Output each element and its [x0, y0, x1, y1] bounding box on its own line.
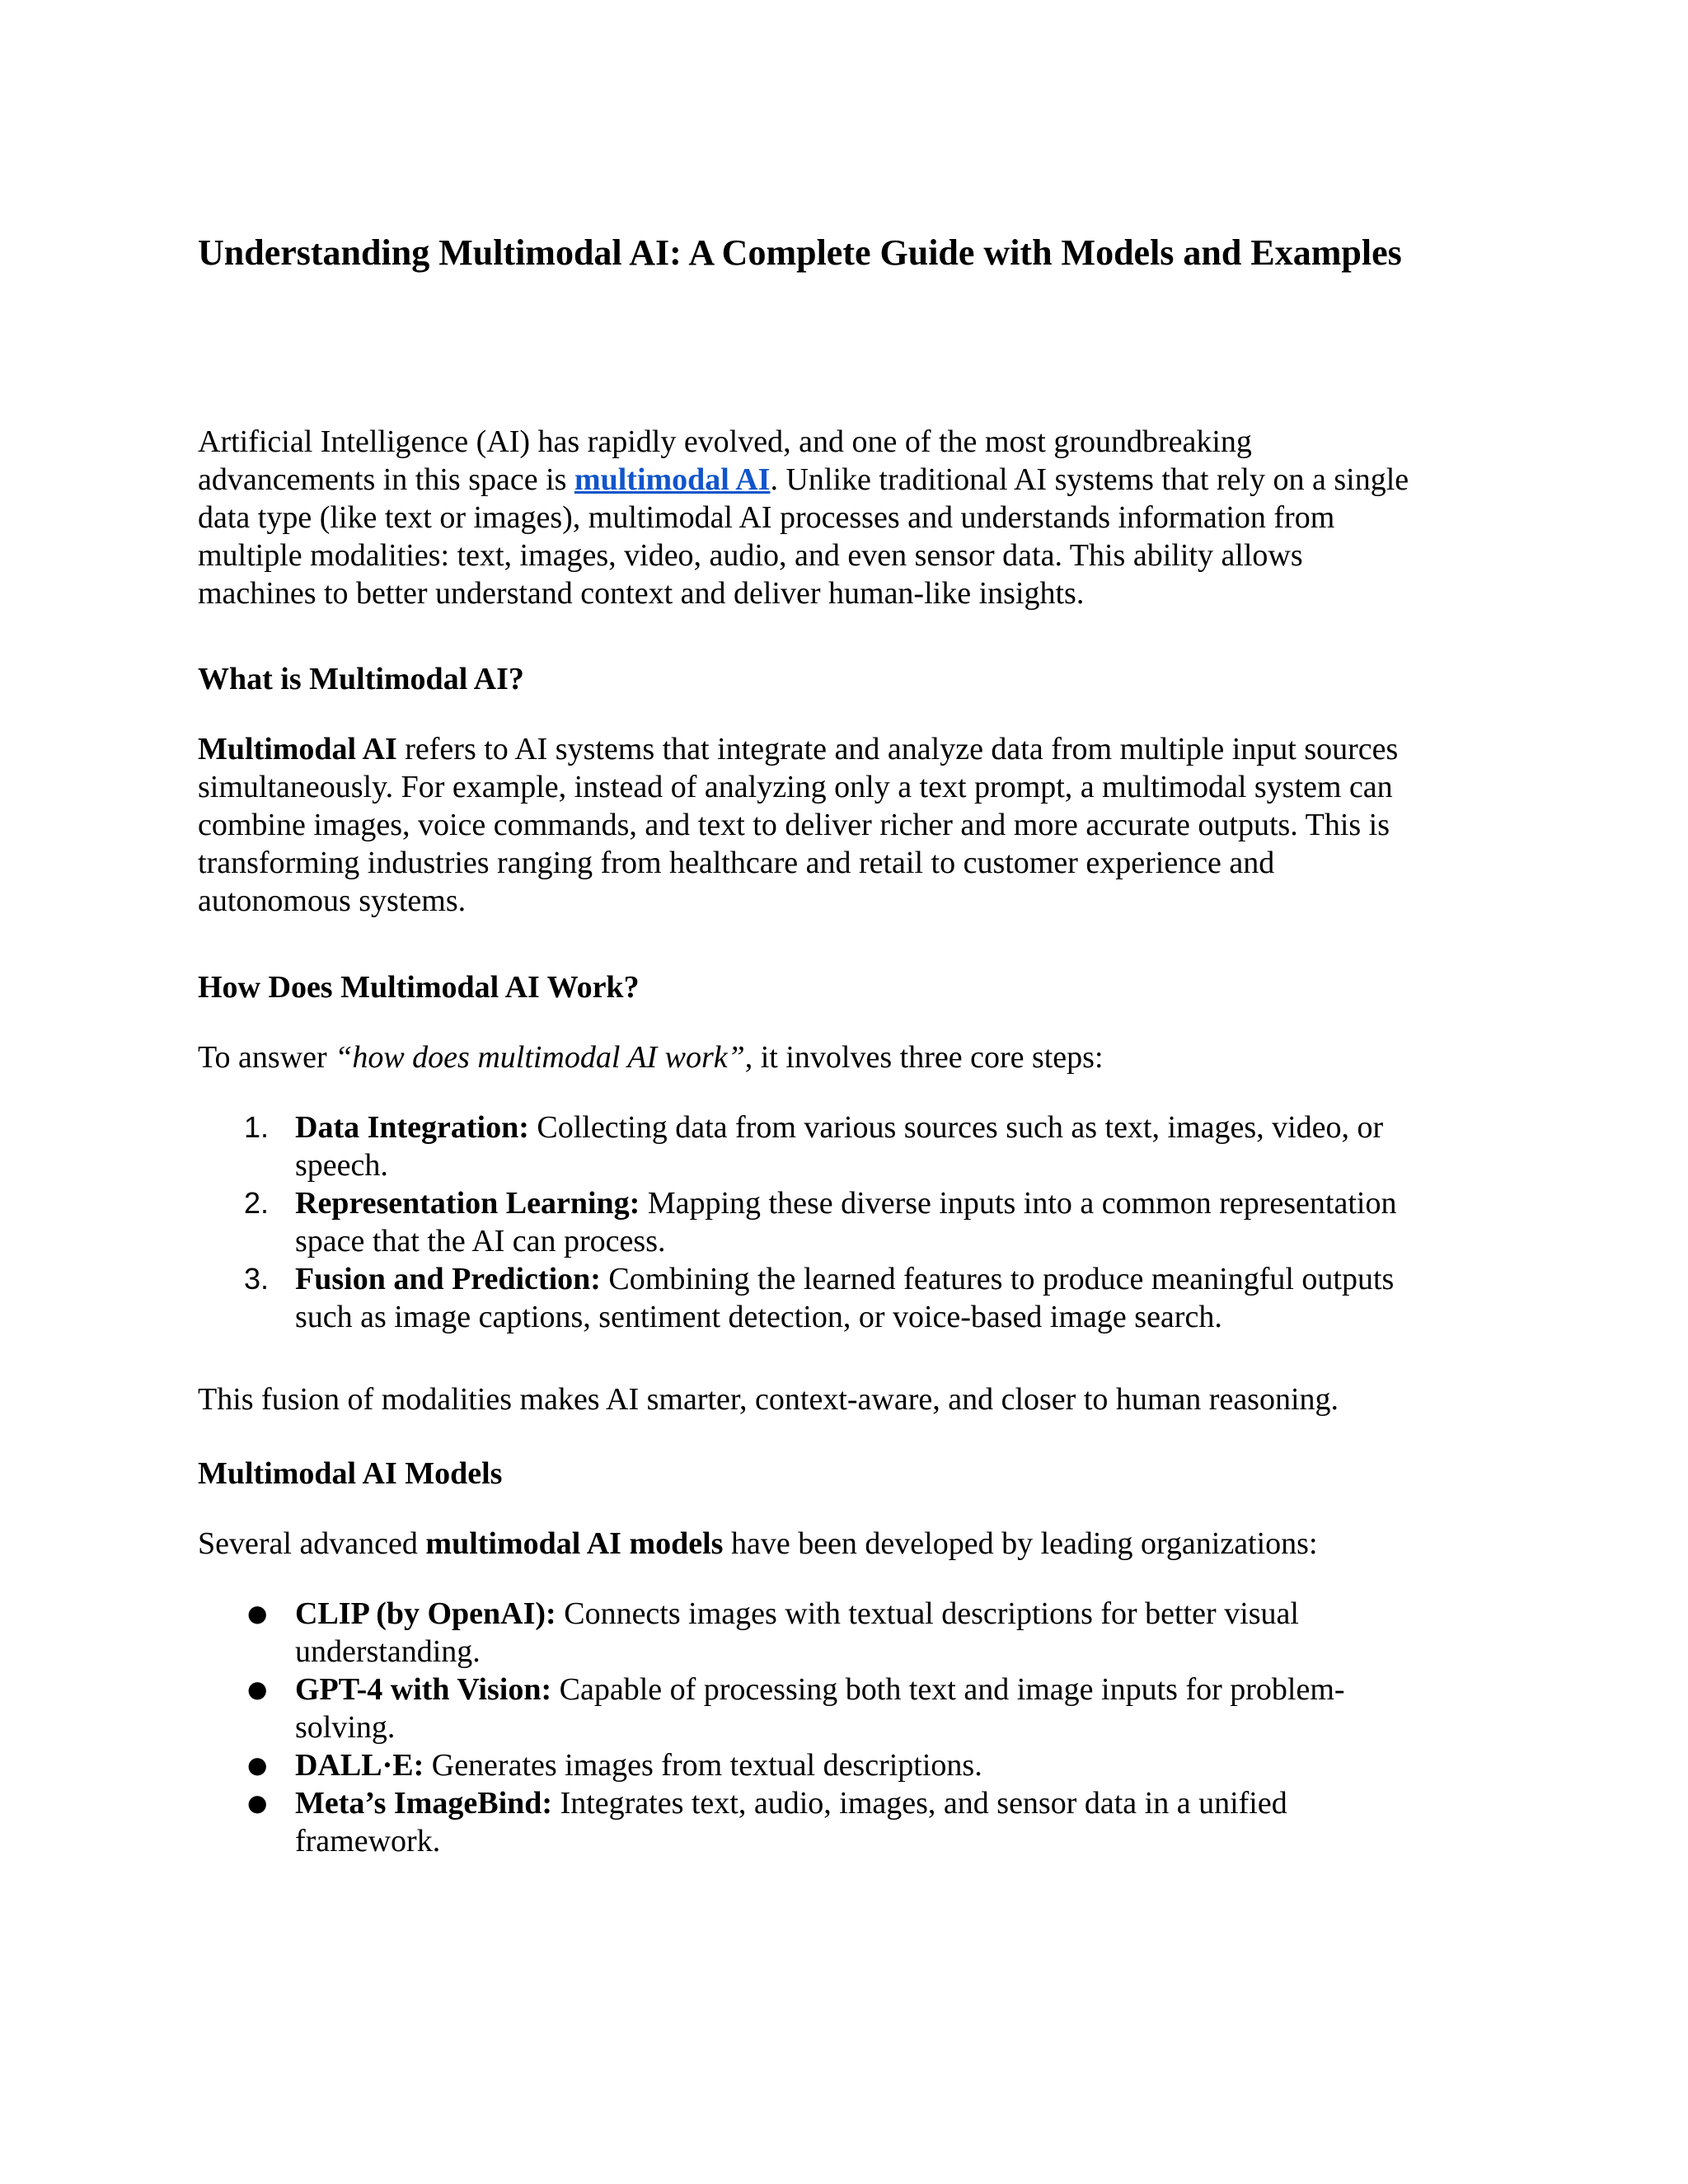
models-intro: Several advanced multimodal AI models have been developed by leading organizations: — [198, 1526, 1318, 1561]
step-label: Fusion and Prediction: — [295, 1262, 601, 1296]
how-works-italic-question: “how does multimodal AI work” — [335, 1040, 745, 1075]
intro-line: machines to better understand context and deliver human-like insights. — [198, 576, 1085, 611]
bullet-icon: ● — [247, 1600, 268, 1627]
document-title: Understanding Multimodal AI: A Complete Guide with Models and Examples — [198, 232, 1402, 273]
step-label: Data Integration: — [295, 1110, 529, 1145]
intro-paragraph — [198, 423, 1492, 612]
list-item: ● DALL·E: Generates images from textual descriptions. — [247, 1748, 982, 1783]
how-works-heading: How Does Multimodal AI Work? — [198, 970, 640, 1005]
what-is-heading: What is Multimodal AI? — [198, 662, 524, 696]
what-is-line: Multimodal AI refers to AI systems that integrate and analyze data from multiple input sources — [198, 732, 1399, 766]
model-label: DALL·E: — [295, 1748, 424, 1783]
list-item: 3. Fusion and Prediction: Combining the learned features to produce meaningful outputs such as image captions, sentiment detection, or voice-based image search. — [244, 1262, 1395, 1334]
what-is-line: transforming industries ranging from healthcare and retail to customer experience and — [198, 846, 1275, 880]
models-heading: Multimodal AI Models — [198, 1456, 503, 1491]
intro-line: Artificial Intelligence (AI) has rapidly evolved, and one of the most groundbreaking — [198, 424, 1252, 459]
what-is-line: simultaneously. For example, instead of analyzing only a text prompt, a multimodal system can — [198, 770, 1393, 804]
model-label: GPT-4 with Vision: — [295, 1672, 552, 1707]
bullet-icon: ● — [247, 1751, 268, 1779]
step-label: Representation Learning: — [295, 1186, 640, 1221]
list-item: ● Meta’s ImageBind: Integrates text, audio, images, and sensor data in a unified framework. — [247, 1786, 1287, 1858]
what-is-line: autonomous systems. — [198, 883, 467, 918]
list-item: ● GPT-4 with Vision: Capable of processing both text and image inputs for problem- solving. — [247, 1672, 1345, 1745]
model-label: Meta’s ImageBind: — [295, 1786, 553, 1821]
bullet-icon: ● — [247, 1675, 268, 1703]
steps-list — [198, 1108, 1517, 1336]
how-works-intro: To answer “how does multimodal AI work”, it involves three core steps: — [198, 1040, 1104, 1075]
multimodal-ai-link[interactable]: multimodal AI — [574, 462, 771, 497]
list-number: 1. — [244, 1110, 270, 1144]
how-works-closing: This fusion of modalities makes AI smarter, context-aware, and closer to human reasoning. — [198, 1382, 1339, 1417]
what-is-paragraph — [198, 730, 1492, 920]
what-is-line: combine images, voice commands, and text to deliver richer and more accurate outputs. This is — [198, 808, 1390, 842]
bullet-icon: ● — [247, 1789, 268, 1816]
model-label: CLIP (by OpenAI): — [295, 1596, 556, 1631]
list-number: 2. — [244, 1186, 270, 1220]
intro-line: advancements in this space is multimodal AI. Unlike traditional AI systems that rely on a single — [198, 462, 1409, 497]
models-list — [198, 1595, 1517, 1860]
list-item: ● CLIP (by OpenAI): Connects images with textual descriptions for better visual understanding. — [247, 1596, 1299, 1669]
intro-line: multiple modalities: text, images, video, audio, and even sensor data. This ability allows — [198, 538, 1303, 573]
list-item: 1. Data Integration: Collecting data from various sources such as text, images, video, or speech. — [244, 1110, 1384, 1183]
intro-line: data type (like text or images), multimodal AI processes and understands information from — [198, 500, 1335, 535]
list-number: 3. — [244, 1262, 270, 1296]
list-item: 2. Representation Learning: Mapping these diverse inputs into a common representation space that the AI can process. — [244, 1186, 1397, 1258]
